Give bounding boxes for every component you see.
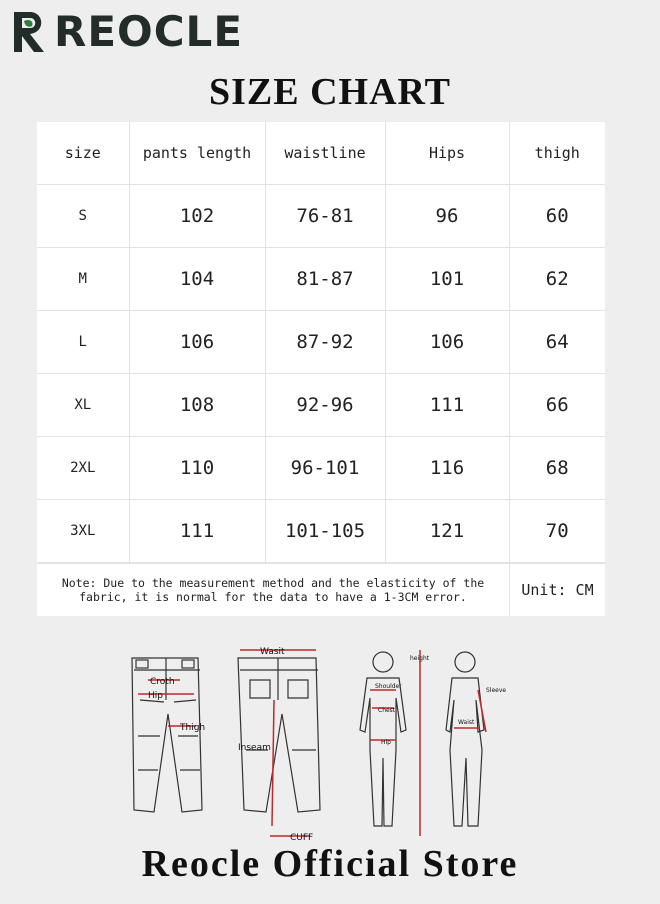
store-name: Reocle Official Store: [141, 843, 519, 885]
table-cell: 76-81: [265, 185, 385, 248]
table-row: [37, 374, 605, 437]
size-table: [37, 122, 605, 563]
size-cell: 2XL: [37, 437, 129, 500]
table-cell: 111: [385, 374, 509, 437]
table-cell: 68: [509, 437, 605, 500]
table-cell: 111: [129, 500, 265, 563]
table-cell: 121: [385, 500, 509, 563]
table-cell: 101-105: [265, 500, 385, 563]
unit-label: Unit: CM: [521, 581, 594, 599]
label-hip-body: Hip: [381, 739, 391, 746]
label-sleeve: Sleeve: [486, 687, 507, 694]
table-cell: 110: [129, 437, 265, 500]
body-side-figure: [446, 652, 484, 826]
table-cell: 106: [129, 311, 265, 374]
header-cell: thigh: [509, 122, 605, 185]
page-title: SIZE CHART: [208, 71, 451, 113]
table-cell: 104: [129, 248, 265, 311]
label-waist: Waist: [458, 719, 475, 726]
table-header-row: [37, 122, 605, 185]
table-cell: 101: [385, 248, 509, 311]
table-cell: 96: [385, 185, 509, 248]
table-row: [37, 500, 605, 563]
header-cell: size: [37, 122, 129, 185]
label-thigh: Thigh: [180, 723, 206, 733]
note-row: [37, 563, 605, 616]
label-croth: Croth: [150, 677, 175, 687]
note-line-2: fabric, it is normal for the data to have a 1-3CM error.: [79, 590, 467, 604]
note-line-1: Note: Due to the measurement method and the elasticity of the: [61, 576, 485, 590]
measurement-note: [37, 564, 510, 616]
logo-leaf-icon: [10, 8, 52, 56]
header-cell: pants length: [129, 122, 265, 185]
brand-name: REOCLE: [54, 7, 244, 56]
table-row: [37, 311, 605, 374]
header-cell: waistline: [265, 122, 385, 185]
label-chest: Chest: [378, 707, 396, 714]
table-cell: 116: [385, 437, 509, 500]
table-row: [37, 437, 605, 500]
table-cell: 60: [509, 185, 605, 248]
label-shoulder: Shoulder: [375, 683, 402, 690]
size-cell: 3XL: [37, 500, 129, 563]
table-cell: 106: [385, 311, 509, 374]
label-cuff: CUFF: [290, 833, 314, 840]
table-cell: 92-96: [265, 374, 385, 437]
size-cell: XL: [37, 374, 129, 437]
table-cell: 62: [509, 248, 605, 311]
table-cell: 108: [129, 374, 265, 437]
table-row: [37, 248, 605, 311]
table-cell: 81-87: [265, 248, 385, 311]
size-chart: [37, 122, 605, 616]
label-wasit: Wasit: [260, 647, 285, 657]
table-cell: 96-101: [265, 437, 385, 500]
size-cell: M: [37, 248, 129, 311]
table-cell: 64: [509, 311, 605, 374]
brand-logo: [10, 6, 243, 58]
measurement-diagrams: [120, 640, 540, 840]
table-cell: 70: [509, 500, 605, 563]
table-row: [37, 185, 605, 248]
label-hip: Hip: [148, 691, 163, 701]
table-cell: 87-92: [265, 311, 385, 374]
size-cell: L: [37, 311, 129, 374]
size-cell: S: [37, 185, 129, 248]
label-inseam: Inseam: [238, 743, 271, 753]
header-cell: Hips: [385, 122, 509, 185]
table-cell: 66: [509, 374, 605, 437]
table-cell: 102: [129, 185, 265, 248]
label-height: height: [410, 655, 430, 662]
